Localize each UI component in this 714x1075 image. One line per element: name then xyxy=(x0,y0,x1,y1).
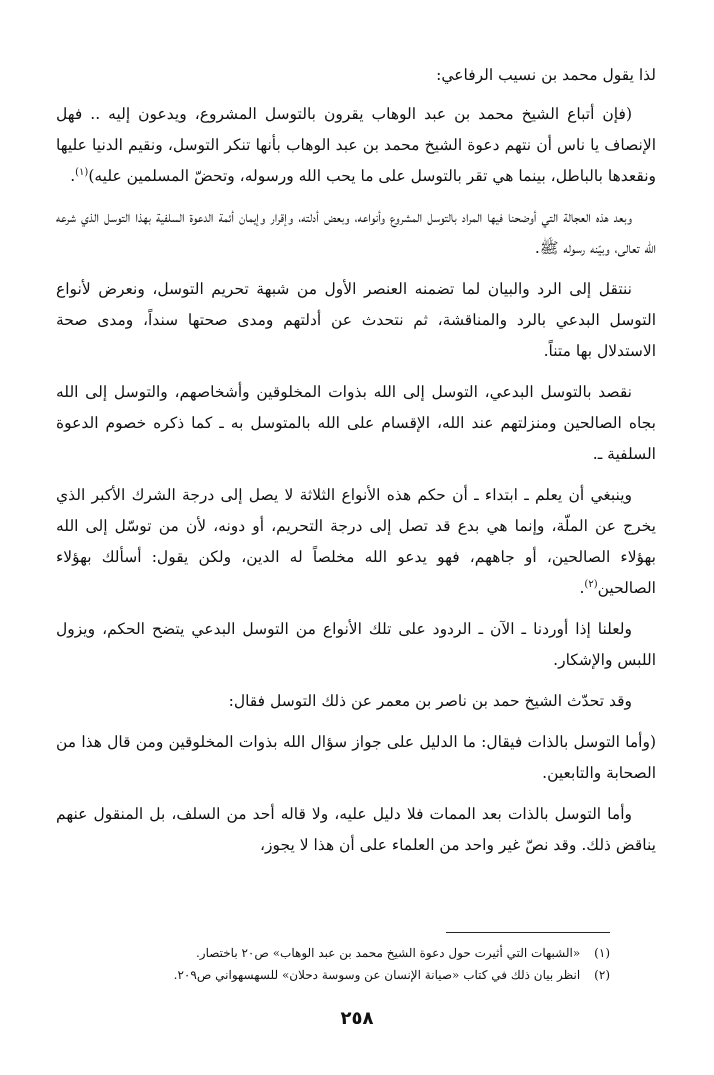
paragraph-2-text: وبعد هذه العجالة التي أوضحنا فيها المراد بالتوسل المشروع وأنواعه، وبعض أدلته، وإقرار وإيمان أئمة الدعوة السلفية بهذا التوسل الذي شرعه الله تعالى، وبيّنه رسوله ﷺ. xyxy=(56,208,656,257)
footnote-2-text: انظر بيان ذلك في كتاب «صيانة الإنسان عن وسوسة دحلان» للسهسهواني ص٢٠٩. xyxy=(173,968,581,982)
paragraph-5-tail: . xyxy=(579,579,585,597)
paragraph-6 xyxy=(56,614,656,676)
footnote-1 xyxy=(50,942,610,964)
footnotes xyxy=(50,942,610,986)
paragraph-2 xyxy=(56,202,656,264)
paragraph-3-text: ننتقل إلى الرد والبيان لما تضمنه العنصر الأول من شبهة تحريم التوسل، ونعرض لأنواع التوسل البدعي بالرد والمناقشة، ثم نتحدث عن أدلتهم ومدى صحتها سنداً، ومدى صحة الاستدلال بها متناً. xyxy=(56,280,656,360)
paragraph-4 xyxy=(56,377,656,470)
paragraph-1-text: (فإن أتباع الشيخ محمد بن عبد الوهاب يقرون بالتوسل المشروع، ويدعون إليه .. فهل الإنصاف يا ناس أن نتهم دعوة الشيخ محمد بن عبد الوهاب بأنها تنكر التوسل، ونقيم الدنيا عليها ونقعدها بالباطل، بينما هي تقر بالتوسل على ما يحب الله ورسوله، وتحضّ المسلمين عليه) xyxy=(56,105,656,185)
footnote-ref-2[interactable]: (٢) xyxy=(584,578,598,590)
footnote-1-text: «الشبهات التي أثيرت حول دعوة الشيخ محمد بن عبد الوهاب» ص٢٠ باختصار. xyxy=(195,946,581,960)
paragraph-3 xyxy=(56,274,656,367)
footnote-2-number: (٢) xyxy=(594,968,610,982)
paragraph-5 xyxy=(56,480,656,604)
paragraph-1-tail: . xyxy=(70,167,76,185)
page-number: ٢٥٨ xyxy=(340,1008,374,1029)
paragraph-6-text: ولعلنا إذا أوردنا ـ الآن ـ الردود على تلك الأنواع من التوسل البدعي يتضح الحكم، ويزول اللبس والإشكار. xyxy=(56,620,656,669)
intro-line: لذا يقول محمد بن نسيب الرفاعي: xyxy=(436,66,656,84)
footnote-divider xyxy=(446,932,610,933)
paragraph-7 xyxy=(56,686,656,717)
paragraph-4-text: نقصد بالتوسل البدعي، التوسل إلى الله بذوات المخلوقين وأشخاصهم، والتوسل إلى الله بجاه الصالحين ومنزلتهم عند الله، الإقسام على الله بالمتوسل به ـ كما ذكره خصوم الدعوة السلفية ـ. xyxy=(56,383,656,463)
footnote-1-number: (١) xyxy=(594,946,610,960)
paragraph-9 xyxy=(56,799,656,861)
body-text xyxy=(56,60,656,871)
footnote-ref-1[interactable]: (١) xyxy=(75,166,89,178)
paragraph-8-text: (وأما التوسل بالذات فيقال: ما الدليل على جواز سؤال الله بذوات المخلوقين ومن قال هذا من الصحابة والتابعين. xyxy=(56,733,656,782)
paragraph-9-text: وأما التوسل بالذات بعد الممات فلا دليل عليه، ولا قاله أحد من السلف، بل المنقول عنهم يناقض ذلك. وقد نصّ غير واحد من العلماء على أن هذا لا يجوز، xyxy=(56,805,656,854)
paragraph-8 xyxy=(56,727,656,789)
footnote-2 xyxy=(50,964,610,986)
paragraph-1 xyxy=(56,99,656,192)
paragraph-7-text: وقد تحدّث الشيخ حمد بن ناصر بن معمر عن ذلك التوسل فقال: xyxy=(228,692,632,710)
paragraph-5-text: وينبغي أن يعلم ـ ابتداء ـ أن حكم هذه الأنواع الثلاثة لا يصل إلى درجة الشرك الأكبر الذي يخرج عن الملّة، وإنما هي بدع قد تصل إلى درجة التحريم، أو دونه، لأن من توسّل إلى الله بهؤلاء الصالحين، أو جاههم، فهو يدعو الله مخلصاً له الدين، ولكن يقول: أسألك بهؤلاء الصالحين xyxy=(56,486,656,597)
